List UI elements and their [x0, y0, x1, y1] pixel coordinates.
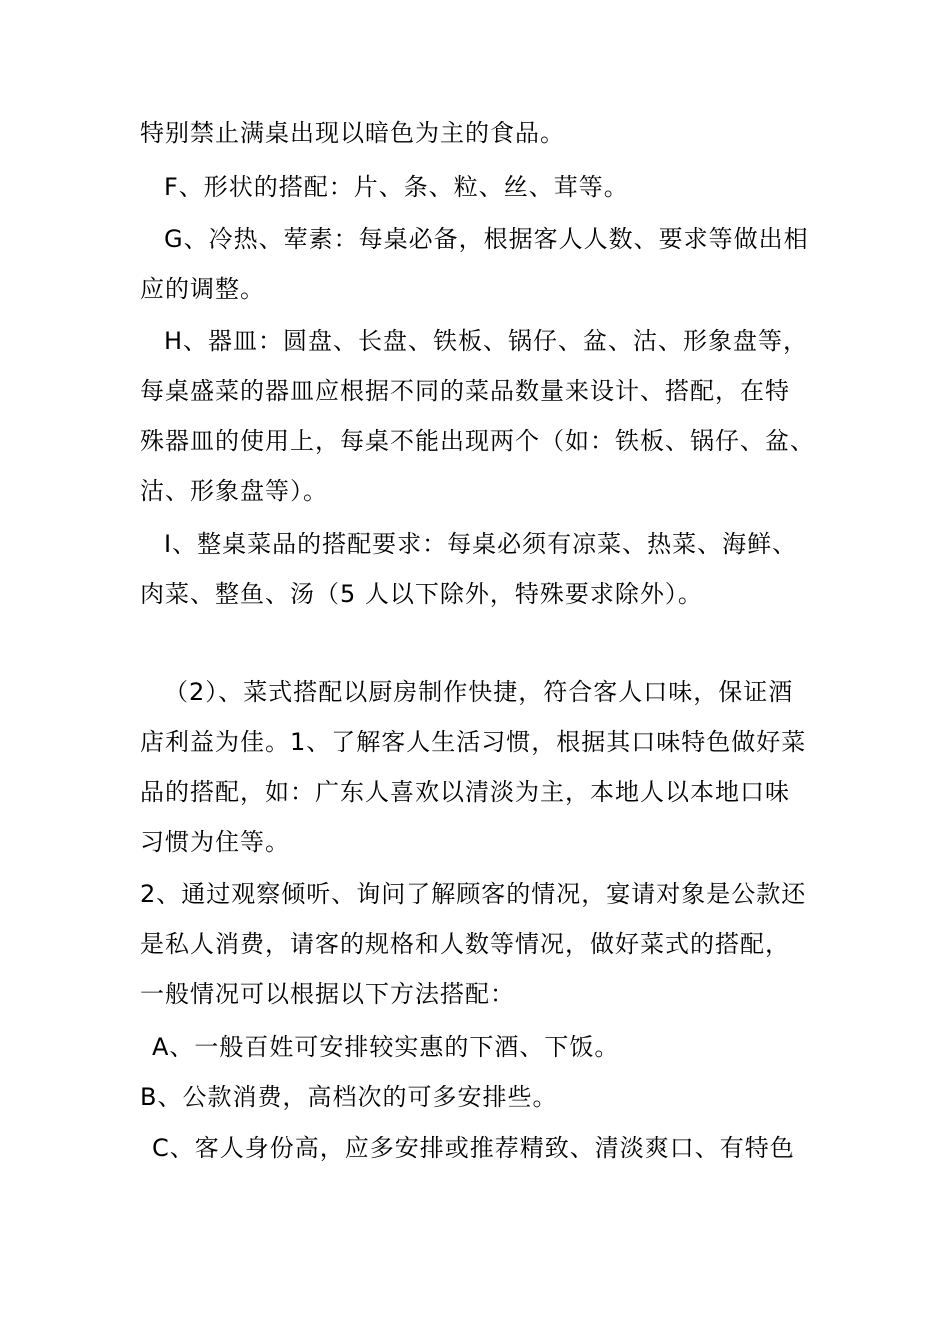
text-line: C、客人身份高，应多安排或推荐精致、清淡爽口、有特色 [152, 1134, 795, 1162]
text-line: 品的搭配，如：广东人喜欢以清淡为主，本地人以本地口味 [140, 778, 790, 806]
text-line: 一般情况可以根据以下方法搭配： [140, 980, 515, 1008]
text-line: F、形状的搭配：片、条、粒、丝、茸等。 [164, 173, 629, 201]
text-line: 是私人消费，请客的规格和人数等情况，做好菜式的搭配， [140, 930, 790, 958]
text-line: B、公款消费，高档次的可多安排些。 [140, 1083, 558, 1111]
text-line: （2）、菜式搭配以厨房制作快捷，符合客人口味，保证酒 [164, 678, 794, 706]
text-line: 店利益为佳。1、了解客人生活习惯，根据其口味特色做好菜 [140, 728, 807, 756]
text-line: 沽、形象盘等）。 [140, 477, 328, 505]
text-line: 特别禁止满桌出现以暗色为主的食品。 [140, 119, 565, 147]
text-line: I、整桌菜品的搭配要求：每桌必须有凉菜、热菜、海鲜、 [164, 530, 798, 558]
text-line: 习惯为住等。 [140, 828, 290, 856]
text-line: 殊器皿的使用上，每桌不能出现两个（如：铁板、锅仔、盆、 [140, 427, 815, 455]
text-line: 应的调整。 [140, 275, 265, 303]
text-line: 每桌盛菜的器皿应根据不同的菜品数量来设计、搭配，在特 [140, 377, 790, 405]
text-line: A、一般百姓可安排较实惠的下酒、下饭。 [152, 1033, 620, 1061]
text-line: 肉菜、整鱼、汤（5 人以下除外，特殊要求除外）。 [140, 580, 703, 608]
text-line: G、冷热、荤素：每桌必备，根据客人人数、要求等做出相 [164, 225, 809, 253]
text-line: H、器皿：圆盘、长盘、铁板、锅仔、盆、沽、形象盘等， [164, 327, 809, 355]
text-line: 2、通过观察倾听、询问了解顾客的情况，宴请对象是公款还 [140, 880, 807, 908]
